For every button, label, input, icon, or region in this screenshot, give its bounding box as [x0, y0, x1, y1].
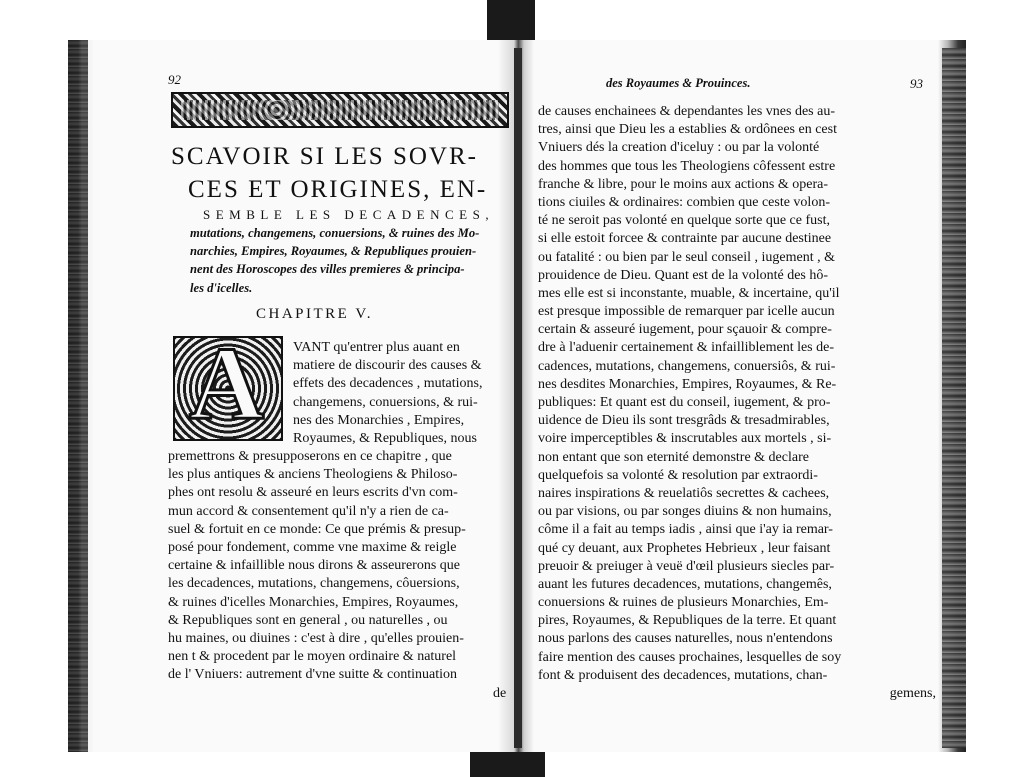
ornamental-drop-cap	[173, 336, 283, 441]
text-line: VANT qu'entrer plus auant en	[293, 340, 460, 355]
text-line: Vniuers dés la creation d'iceluy : ou par la volonté	[538, 140, 820, 156]
book-spine	[514, 48, 522, 748]
text-line: hu maines, ou diuines : c'est à dire , qu'elles prouien-	[168, 630, 464, 646]
text-line: & Republiques sont en general , ou naturelles , ou	[168, 612, 448, 628]
open-book	[68, 40, 966, 752]
text-line: naires inspirations & reuelatiôs secrettes & cachees,	[538, 485, 830, 501]
text-line: de l' Vniuers: autrement d'vne suitte & continuation	[168, 667, 458, 683]
text-line: matiere de discourir des causes &	[293, 358, 482, 374]
text-line: nes des Monarchies , Empires,	[293, 412, 465, 428]
text-line: mes elle est si inconstante, muable, & incertaine, qu'il	[538, 285, 840, 301]
text-line: font & produisent des decadences, mutations, chan-	[538, 667, 828, 683]
left-body-text	[168, 448, 508, 684]
text-line: est presque impossible de remarquer par icelle aucun	[538, 304, 835, 320]
subtitle-line: narchies, Empires, Royaumes, & Republiques prouien-	[190, 244, 477, 259]
text-line: mun accord & consentement qu'il n'y a rien de ca-	[168, 503, 449, 519]
lead-paragraph	[293, 339, 508, 448]
text-line: les plus antiques & anciens Theologiens & Philoso-	[168, 467, 458, 483]
text-line: té ne seroit pas volonté en quelque sorte que ce fust,	[538, 213, 830, 229]
running-head: des Royaumes & Prouinces.	[606, 76, 751, 90]
subtitle-line: nent des Horoscopes des villes premieres & principa-	[190, 262, 465, 277]
left-page	[68, 40, 518, 752]
text-line: franche & libre, pour le moins aux actions & opera-	[538, 176, 829, 192]
text-line: voire imperceptibles & inscrutables aux mortels , si-	[538, 431, 832, 447]
text-line: ou fatalité : ou bien par le seul conseil , iugement , &	[538, 249, 836, 265]
left-page-edge	[68, 40, 88, 752]
text-line: certain & asseuré iugement, pour sçauoir & compre-	[538, 322, 832, 338]
subtitle-line: mutations, changemens, conuersions, & ruines des Mo-	[190, 226, 480, 240]
text-line: côme il a fait au temps iadis , ainsi que i'ay ia remar-	[538, 522, 833, 538]
ornamental-headpiece	[171, 92, 509, 128]
text-line: si elle estoit forcee & contrainte par aucune destinee	[538, 231, 832, 247]
right-catchword: gemens,	[889, 686, 936, 701]
text-line: phes ont resolu & asseuré en leurs escrits d'vn com-	[168, 485, 458, 501]
text-line: qué cy deuant, aux Prophetes Hebrieux , leur faisant	[538, 540, 831, 556]
text-line: nes desdites Monarchies, Empires, Royaumes, & Re-	[538, 376, 837, 392]
scanner-strip-bottom	[470, 748, 545, 777]
right-body-text	[538, 103, 946, 703]
text-line: pires, Royaumes, & Republiques de la terre. Et quant	[538, 613, 837, 629]
text-line: auant les futures decadences, mutations, changemês,	[538, 576, 832, 592]
text-line: tres, ainsi que Dieu les a establies & ordônees en cest	[538, 122, 837, 138]
text-line: prouidence de Dieu. Quant est de la volonté des hô-	[538, 267, 829, 283]
chapter-title-line-2: CES ET ORIGINES, EN-	[188, 176, 488, 203]
left-page-number: 92	[168, 72, 181, 87]
text-line: preuoir & preiuger à veuë d'œil plusieurs siecles par-	[538, 558, 835, 574]
left-catchword: de	[493, 686, 507, 701]
text-line: des hommes que tous les Theologiens côfessent estre	[538, 158, 836, 174]
text-line: dre à l'aduenir certainement & infailliblement les de-	[538, 340, 835, 356]
text-line: tions ciuiles & ordinaires: combien que ceste volon-	[538, 194, 830, 210]
subtitle-line: les d'icelles.	[190, 280, 253, 295]
chapter-title-line-1: SCAVOIR SI LES SOVR-	[171, 143, 478, 170]
text-line: effets des decadences , mutations,	[293, 376, 483, 392]
text-line: quelquefois sa volonté & resolution par extraordi-	[538, 467, 818, 483]
text-line: les decadences, mutations, changemens, côuersions,	[168, 576, 460, 592]
text-line: premettrons & presupposerons en ce chapitre , que	[168, 449, 452, 464]
text-line: Royaumes, & Republiques, nous	[293, 430, 477, 446]
drop-cap-letter: A	[189, 336, 265, 441]
text-line: de causes enchainees & dependantes les vnes des au-	[538, 104, 835, 119]
text-line: uidence de Dieu ils sont tresgrâds & tresadmirables,	[538, 413, 830, 429]
text-line: ou par visions, ou par songes diuins & non humains,	[538, 504, 832, 520]
text-line: & ruines d'icelles Monarchies, Empires, Royaumes,	[168, 594, 459, 610]
text-line: conuersions & ruines de plusieurs Monarchies, Em-	[538, 595, 829, 611]
text-line: nen t & procedent par le moyen ordinaire & naturel	[168, 649, 457, 665]
text-line: cadences, mutations, changemens, conuersiôs, & rui-	[538, 358, 836, 374]
text-line: faire mention des causes prochaines, lesquelles de soy	[538, 649, 842, 665]
chapter-heading: CHAPITRE V.	[256, 306, 373, 322]
text-line: certaine & infaillible nous dirons & asseurerons que	[168, 558, 460, 574]
text-line: changemens, conuersions, & rui-	[293, 394, 478, 410]
text-line: nous parlons des causes naturelles, nous n'entendons	[538, 631, 833, 647]
right-page-number: 93	[910, 76, 923, 91]
headpiece-foliage-ornament	[181, 100, 499, 120]
text-line: posé pour fondement, comme vne maxime & reigle	[168, 539, 457, 555]
chapter-title-line-3: SEMBLE LES DECADENCES,	[203, 207, 495, 222]
text-line: non entant que son eternité demonstre & declare	[538, 449, 809, 465]
text-line: suel & fortuit en ce monde: Ce que prémis & presup-	[168, 521, 466, 537]
text-line: publiques: Et quant est du conseil, iugement, & pro-	[538, 395, 831, 410]
chapter-subtitle	[190, 224, 515, 297]
